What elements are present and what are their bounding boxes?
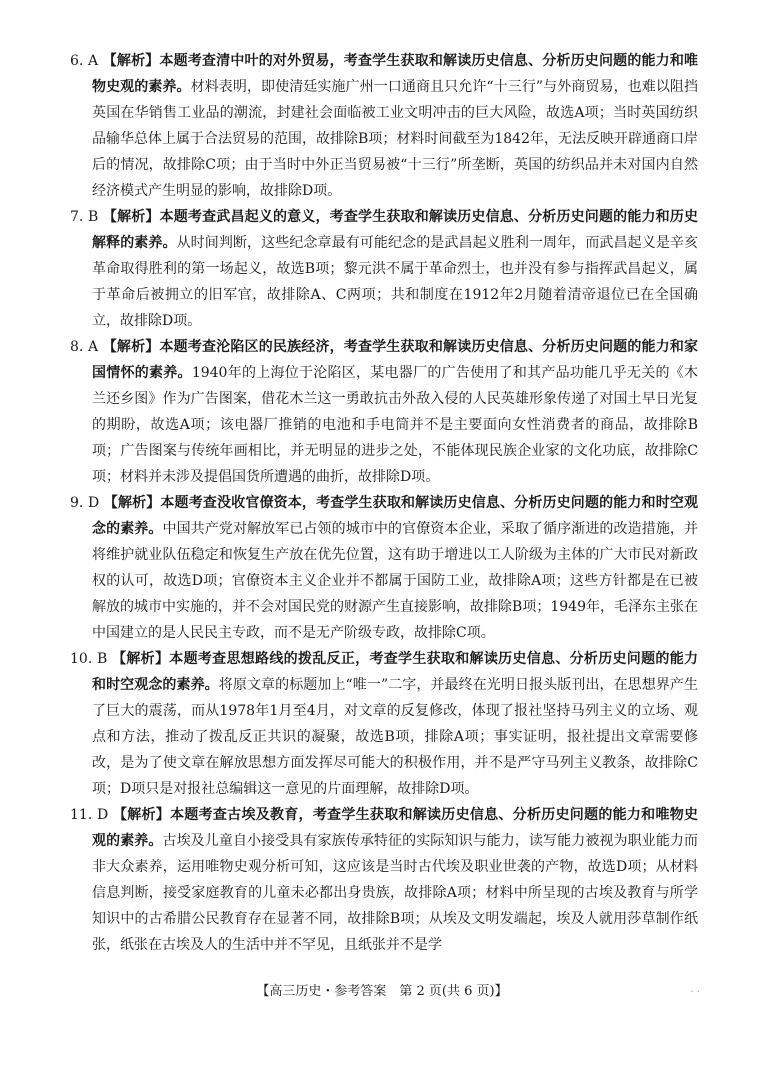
analysis-body: 材料表明，即使清廷实施广州一口通商且只允许“十三行”与外商贸易，也难以阻挡英国在华销售工业品的潮流，封建社会面临被工业文明冲击的巨大风险，故选A项；当时英国纺织品输华总体上属于合法贸易的范围，故排除B项；材料时间截至为1842年，无法反映开辟通商口岸后的情况，故排除C项；由于当时中外正当贸易被“十三行”所垄断，英国的纺织品并未对国内自然经济模式产生明显的影响，故排除D项。 <box>92 79 699 199</box>
corner-mark: . . <box>690 984 700 995</box>
analysis-body: 古埃及儿童自小接受具有家族传承特征的实际知识与能力，读写能力被视为职业能力而非大众素养，运用唯物史观分析可知，这应该是当时古代埃及职业世袭的产物，故选D项；从材料信息判断，接受家庭教育的儿童未必都出身贵族，故排除A项；材料中所呈现的古埃及教育与所学知识中的古希腊公民教育存在显著不同，故排除B项；从埃及文明发端起，埃及人就用莎草制作纸张，纸张在古埃及人的生活中并不罕见，且纸张并不是学 <box>92 833 699 953</box>
analysis-tag: 【解析】 <box>102 339 160 355</box>
analysis-lead: 本题考查武昌起义的意义，考查学生获取和解读历史信息、分析历史问题的能力和历史解释的素养。 <box>92 209 699 251</box>
analysis-lead: 本题考查没收官僚资本，考查学生获取和解读历史信息、分析历史问题的能力和时空观念的素养。 <box>92 495 698 537</box>
answer-item-8 <box>70 334 698 490</box>
answer-item-7 <box>70 204 698 334</box>
answer-number: 11. D <box>70 807 109 823</box>
answer-number: 8. A <box>70 339 99 355</box>
analysis-lead: 本题考查思想路线的拨乱反正，考查学生获取和解读历史信息、分析历史问题的能力和时空观念的素养。 <box>92 651 699 693</box>
analysis-lead: 本题考查清中叶的对外贸易，考查学生获取和解读历史信息、分析历史问题的能力和唯物史观的素养。 <box>92 53 699 95</box>
analysis-tag: 【解析】 <box>102 53 160 69</box>
analysis-body: 中国共产党对解放军已占领的城市中的官僚资本企业，采取了循序渐进的改造措施，并将维护就业队伍稳定和恢复生产放在优先位置，这有助于增进以工人阶级为主体的广大市民对新政权的认可，故选D项；官僚资本主义企业并不都属于国防工业，故排除A项；这些方针都是在已被解放的城市中实施的，并不会对国民党的财源产生直接影响，故排除B项；1949年，毛泽东主张在中国建立的是人民民主专政，而不是无产阶级专政，故排除C项。 <box>92 521 699 641</box>
answer-item-9 <box>70 490 698 646</box>
analysis-body: 将原文章的标题加上“唯一”二字，并最终在光明日报头版刊出，在思想界产生了巨大的震荡，而从1978年1月至4月，对文章的反复修改，体现了报社坚持马列主义的立场、观点和方法，推动了拨乱反正共识的凝聚，故选B项，排除A项；事实证明，报社提出文章需要修改，是为了使文章在解放思想方面发挥尽可能大的积极作用，并不是严守马列主义教条，故排除C项；D项只是对报社总编辑这一意见的片面理解，故排除D项。 <box>92 677 699 797</box>
analysis-body: 从时间判断，这些纪念章最有可能纪念的是武昌起义胜利一周年，而武昌起义是辛亥革命取得胜利的第一场起义，故选B项；黎元洪不属于革命烈士，也并没有参与指挥武昌起义，属于革命后被拥立的旧军官，故排除A、C两项；共和制度在1912年2月随着清帝退位已在全国确立，故排除D项。 <box>92 235 699 329</box>
answer-list <box>70 48 698 958</box>
analysis-lead: 本题考查古埃及教育，考查学生获取和解读历史信息、分析历史问题的能力和唯物史观的素养。 <box>92 807 698 849</box>
analysis-tag: 【解析】 <box>112 807 171 823</box>
analysis-tag: 【解析】 <box>112 651 170 667</box>
answer-number: 10. B <box>70 651 108 667</box>
answer-item-10 <box>70 646 698 802</box>
page-footer: 【高三历史・参考答案 第 2 页(共 6 页)】 <box>256 984 508 999</box>
analysis-body: 1940年的上海位于沦陷区，某电器厂的广告使用了和其产品功能几乎无关的《木兰还乡图》作为广告图案，借花木兰这一勇敢抗击外敌入侵的人民英雄形象传递了对国土早日光复的期盼，故选A项；该电器厂推销的电池和手电筒并不是主要面向女性消费者的商品，故排除B项；广告图案与传统年画相比，并无明显的进步之处，不能体现民族企业家的文化功底，故排除C项；材料并未涉及提倡国货所遭遇的曲折，故排除D项。 <box>92 365 698 485</box>
answer-number: 6. A <box>70 53 99 69</box>
analysis-lead: 本题考查沦陷区的民族经济，考查学生获取和解读历史信息、分析历史问题的能力和家国情怀的素养。 <box>92 339 699 381</box>
answer-number: 7. B <box>70 209 99 225</box>
answer-number: 9. D <box>70 495 100 511</box>
answer-item-6 <box>70 48 698 204</box>
answer-item-11 <box>70 802 698 958</box>
analysis-tag: 【解析】 <box>102 209 160 225</box>
analysis-tag: 【解析】 <box>103 495 161 511</box>
